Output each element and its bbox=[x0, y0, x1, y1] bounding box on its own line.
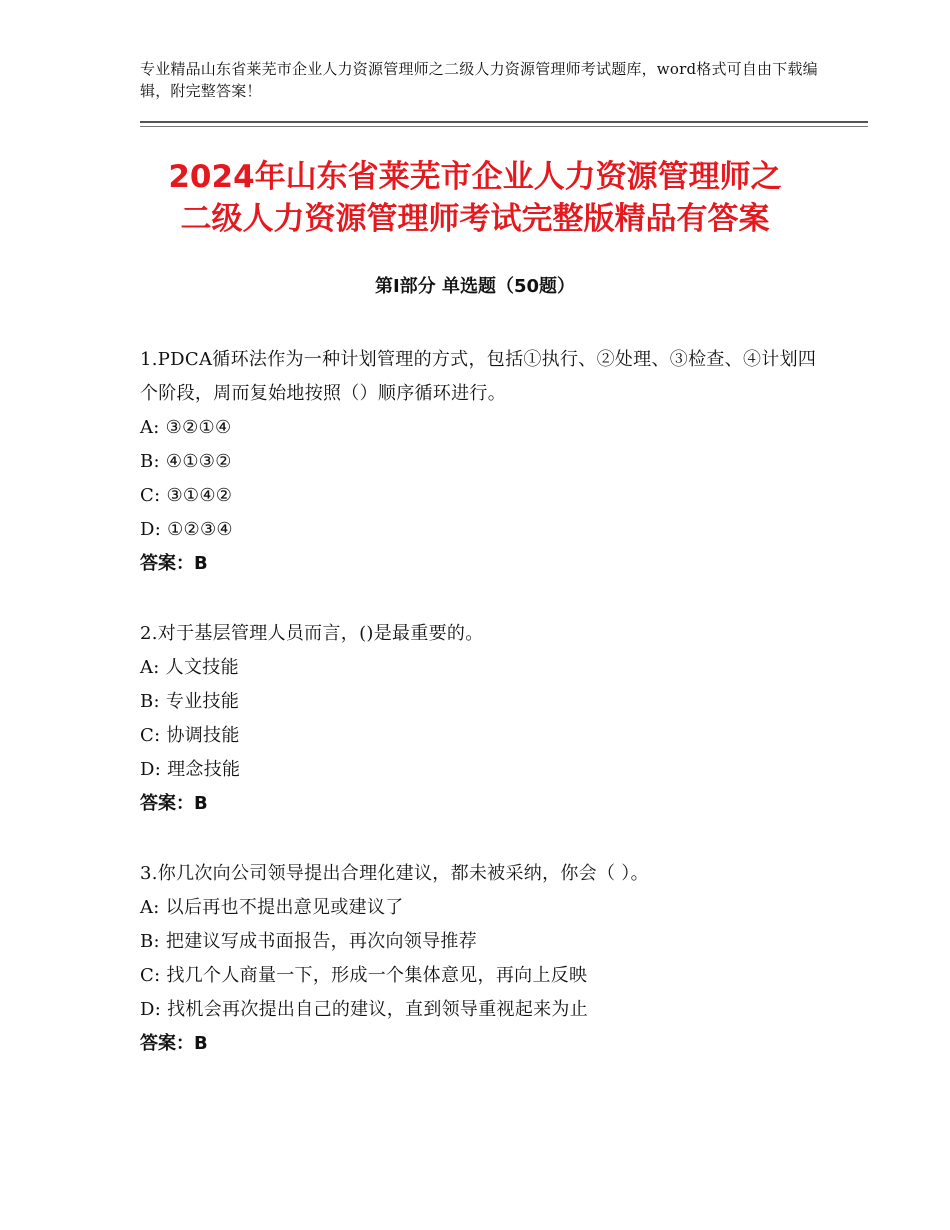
question-stem: 1.PDCA循环法作为一种计划管理的方式，包括①执行、②处理、③检查、④计划四个阶段，周而复始地按照（）顺序循环进行。 bbox=[140, 349, 817, 404]
header-divider-thin bbox=[140, 126, 868, 127]
answer: 答案：B bbox=[140, 1033, 208, 1054]
answer: 答案：B bbox=[140, 793, 208, 814]
question-stem: 3.你几次向公司领导提出合理化建议，都未被采纳，你会（ ）。 bbox=[140, 863, 649, 884]
option-d: D: ①②③④ bbox=[140, 519, 233, 540]
document-title-line-2: 二级人力资源管理师考试完整版精品有答案 bbox=[180, 201, 770, 237]
option-c: C: 协调技能 bbox=[140, 725, 240, 746]
question-stem: 2.对于基层管理人员而言，()是最重要的。 bbox=[140, 623, 484, 644]
option-a: A: 以后再也不提出意见或建议了 bbox=[140, 897, 404, 918]
section-title: 第Ⅰ部分 单选题（50题） bbox=[374, 276, 575, 297]
answer: 答案：B bbox=[140, 553, 208, 574]
header-note: 专业精品山东省莱芜市企业人力资源管理师之二级人力资源管理师考试题库，word格式可自由下载编辑，附完整答案！ bbox=[140, 60, 818, 100]
option-d: D: 找机会再次提出自己的建议，直到领导重视起来为止 bbox=[140, 999, 589, 1020]
option-b: B: 把建议写成书面报告，再次向领导推荐 bbox=[140, 931, 478, 952]
document-title-line-1: 2024年山东省莱芜市企业人力资源管理师之 bbox=[168, 159, 782, 195]
header-divider-thick bbox=[140, 121, 868, 123]
option-d: D: 理念技能 bbox=[140, 759, 241, 780]
document-title bbox=[110, 156, 840, 240]
question-3 bbox=[140, 857, 820, 1061]
option-a: A: 人文技能 bbox=[140, 657, 239, 678]
option-b: B: ④①③② bbox=[140, 451, 232, 472]
question-1 bbox=[140, 343, 820, 581]
question-list bbox=[140, 343, 820, 1097]
option-b: B: 专业技能 bbox=[140, 691, 240, 712]
question-2 bbox=[140, 617, 820, 821]
option-c: C: 找几个人商量一下，形成一个集体意见，再向上反映 bbox=[140, 965, 588, 986]
option-c: C: ③①④② bbox=[140, 485, 233, 506]
option-a: A: ③②①④ bbox=[140, 417, 232, 438]
